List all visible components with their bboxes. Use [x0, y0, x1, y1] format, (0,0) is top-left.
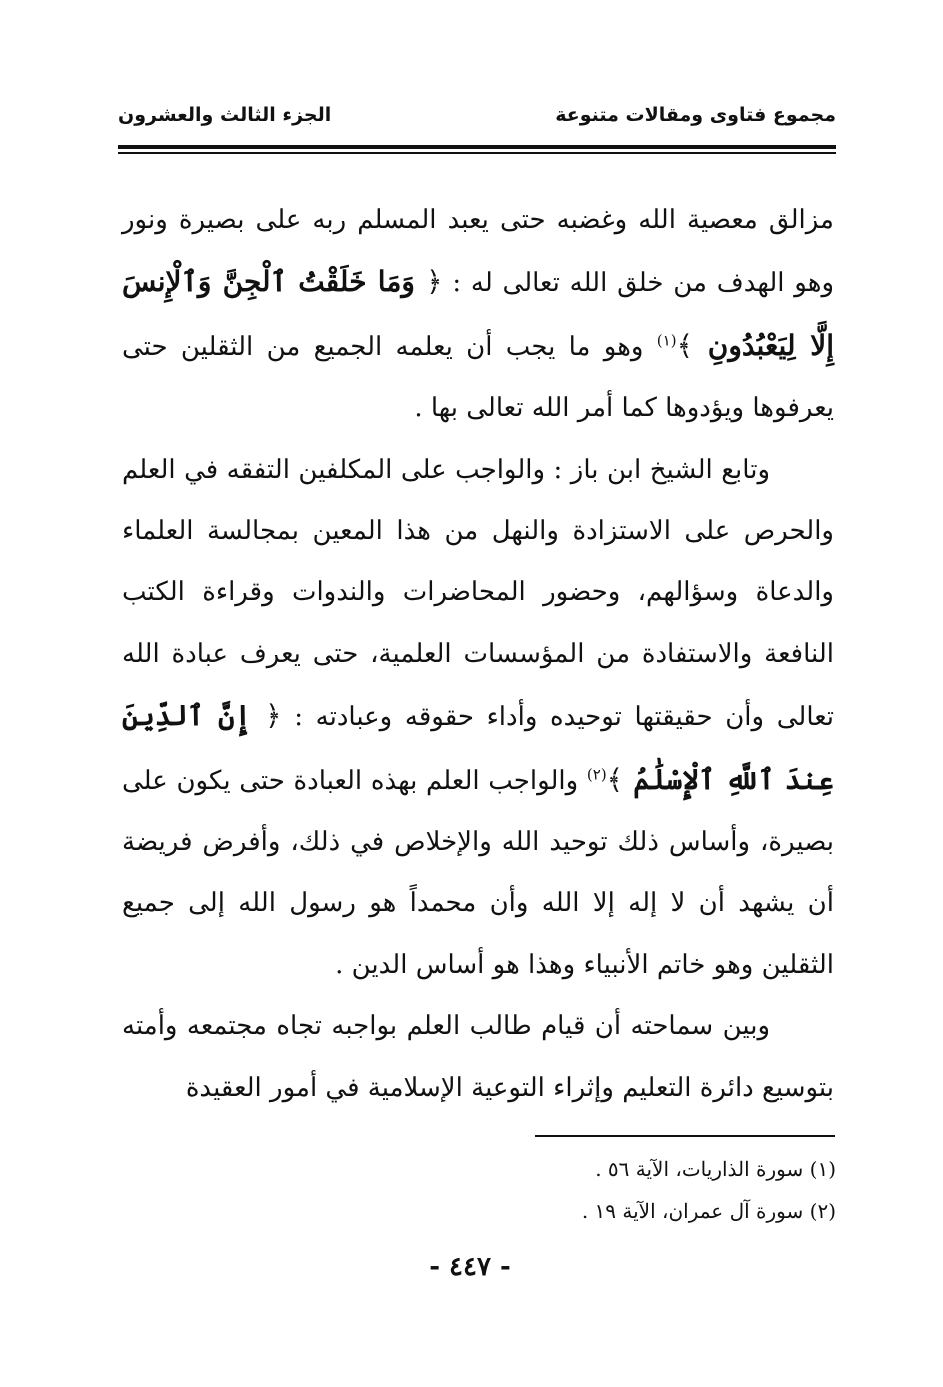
running-header	[118, 104, 836, 144]
main-text	[122, 190, 834, 1119]
footnote-2	[500, 1190, 836, 1232]
paragraph-1-text-after: وهو ما يجب أن يعلمه الجميع من الثقلين حتى يعرفوها ويؤدوها كما أمر الله تعالى بها .	[122, 331, 834, 424]
header-rule-thin	[118, 152, 836, 154]
paragraph-3	[122, 996, 834, 1119]
footnote-text: سورة الذاريات، الآية ٥٦ .	[595, 1157, 804, 1181]
book-title: مجموع فتاوى ومقالات متنوعة	[555, 104, 836, 126]
verse-close-bracket: ﴾	[676, 328, 693, 362]
verse-open-bracket: ﴿	[426, 265, 443, 299]
footnote-ref-2: (٢)	[586, 765, 607, 783]
paragraph-2-text-before: وتابع الشيخ ابن باز : والواجب على المكلفين التفقه في العلم والحرص على الاستزادة والنهل من هذا المعين بمجالسة العلماء والدعاة وسؤالهم، وحضور المحاضرات والندوات وقراءة الكتب النافعة والاستفادة من المؤسسات العلمية، حتى يعرف عبادة الله تعالى وأن حقيقتها توحيده وأداء حقوقه وعبادته :	[122, 454, 835, 733]
header-rule-thick	[118, 145, 836, 149]
paragraph-2	[122, 440, 834, 997]
verse-close-bracket: ﴾	[606, 762, 624, 796]
paragraph-1	[122, 190, 834, 440]
footnote-text: سورة آل عمران، الآية ١٩ .	[581, 1199, 804, 1223]
verse-1-text: وَمَا خَلَقْتُ ٱلْجِنَّ وَٱلْإِنسَ إِلَّا لِيَعْبُدُونِ	[122, 265, 834, 362]
footnotes	[500, 1148, 836, 1232]
paragraph-3-text: وبين سماحته أن قيام طالب العلم بواجبه تجاه مجتمعه وأمته بتوسيع دائرة التعليم وإثراء التوعية الإسلامية في أمور العقيدة	[122, 1011, 834, 1103]
paragraph-1-text-before: مزالق معصية الله وغضبه حتى يعبد المسلم ربه على بصيرة ونور وهو الهدف من خلق الله تعالى له :	[122, 205, 835, 299]
volume-label: الجزء الثالث والعشرون	[118, 104, 332, 126]
footnote-1	[500, 1148, 836, 1190]
verse-2-text: إِنَّ ٱلدِّينَ عِندَ ٱللَّهِ ٱلْإِسْلَٰمُ	[122, 699, 835, 796]
paragraph-2-text-after: والواجب العلم بهذه العبادة حتى يكون على بصيرة، وأساس ذلك توحيد الله والإخلاص في ذلك، وأفرض فريضة أن يشهد أن لا إله إلا الله وأن محمداً هو رسول الله إلى جميع الثقلين وهو خاتم الأنبياء وهذا هو أساس الدين .	[122, 765, 834, 980]
page-number: - ٤٤٧ -	[429, 1252, 511, 1282]
footnote-ref-1: (١)	[656, 331, 677, 350]
verse-open-bracket: ﴿	[265, 699, 282, 733]
footnote-marker: (١)	[809, 1157, 836, 1181]
footnote-separator	[535, 1135, 835, 1137]
footnote-marker: (٢)	[809, 1199, 836, 1223]
